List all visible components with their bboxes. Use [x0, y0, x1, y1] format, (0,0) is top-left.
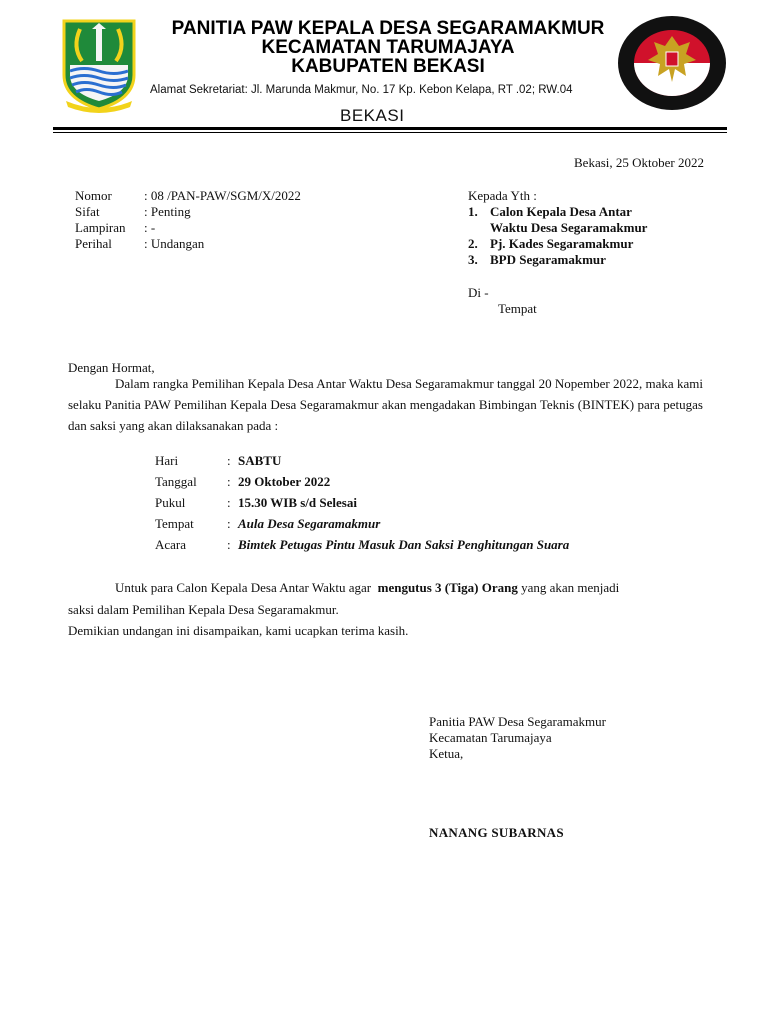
- schedule-value-tanggal: 29 Oktober 2022: [238, 474, 331, 489]
- meta-value-sifat: : Penting: [144, 204, 191, 219]
- meta-label-sifat: Sifat: [75, 204, 100, 219]
- meta-label-nomor: Nomor: [75, 188, 112, 203]
- bekasi-regency-emblem: [60, 17, 138, 113]
- schedule-label-acara: Acara: [155, 537, 187, 552]
- district-title: KECAMATAN TARUMAJAYA: [261, 37, 515, 58]
- intro-paragraph: Dalam rangka Pemilihan Kepala Desa Antar Waktu Desa Segaramakmur tanggal 20 Nopember 2022, maka kami selaku Panitia PAW Pemilihan Kepala Desa Segaramakmur akan mengadakan Bimbingan Teknis (BINTEK) para petugas dan saksi yang akan dilaksanakan pada :: [68, 376, 703, 433]
- recipient-item: Waktu Desa Segaramakmur: [490, 220, 648, 235]
- recipient-item: Pj. Kades Segaramakmur: [490, 236, 634, 251]
- schedule-colon: :: [227, 537, 231, 552]
- recipient-item: Calon Kepala Desa Antar: [490, 204, 632, 219]
- letter-date: Bekasi, 25 Oktober 2022: [574, 155, 704, 170]
- schedule-colon: :: [227, 453, 231, 468]
- meta-value-nomor: : 08 /PAN-PAW/SGM/X/2022: [144, 188, 301, 203]
- meta-value-lampiran: : -: [144, 220, 156, 235]
- schedule-value-acara: Bimtek Petugas Pintu Masuk Dan Saksi Penghitungan Suara: [238, 537, 570, 552]
- closing-line: Demikian undangan ini disampaikan, kami ucapkan terima kasih.: [68, 623, 409, 638]
- body-emphasis: mengutus 3 (Tiga) Orang: [377, 580, 518, 595]
- body-text: yang akan menjadi: [521, 580, 620, 595]
- signatory-name: NANANG SUBARNAS: [429, 825, 564, 840]
- recipient-number: 3.: [468, 252, 478, 267]
- meta-label-perihal: Perihal: [75, 236, 112, 251]
- recipient-item: BPD Segaramakmur: [490, 252, 606, 267]
- recipient-heading: Kepada Yth :: [468, 188, 537, 203]
- regency-title: KABUPATEN BEKASI: [291, 56, 485, 77]
- signature-role: Ketua,: [429, 746, 464, 761]
- schedule-label-tempat: Tempat: [155, 516, 194, 531]
- committee-title: PANITIA PAW KEPALA DESA SEGARAMAKMUR: [171, 18, 605, 39]
- body-line: [115, 580, 619, 596]
- recipient-tempat: Tempat: [498, 301, 537, 316]
- body-line: saksi dalam Pemilihan Kepala Desa Segaramakmur.: [68, 602, 339, 617]
- header-rule-thin: [53, 132, 727, 133]
- schedule-value-hari: SABTU: [238, 453, 282, 468]
- city-label: BEKASI: [340, 106, 405, 125]
- greeting: Dengan Hormat,: [68, 360, 155, 375]
- signature-org: Panitia PAW Desa Segaramakmur: [429, 714, 606, 729]
- secretariat-address: Alamat Sekretariat: Jl. Marunda Makmur, No. 17 Kp. Kebon Kelapa, RT .02; RW.04: [150, 84, 573, 96]
- body-text: Untuk para Calon Kepala Desa Antar Waktu agar: [115, 580, 372, 595]
- schedule-colon: :: [227, 474, 231, 489]
- meta-value-perihal: : Undangan: [144, 236, 205, 251]
- recipient-number: 2.: [468, 236, 478, 251]
- schedule-label-tanggal: Tanggal: [155, 474, 197, 489]
- election-committee-seal: [616, 14, 728, 112]
- schedule-value-tempat: Aula Desa Segaramakmur: [238, 516, 381, 531]
- schedule-colon: :: [227, 516, 231, 531]
- schedule-label-hari: Hari: [155, 453, 179, 468]
- schedule-label-pukul: Pukul: [155, 495, 186, 510]
- meta-label-lampiran: Lampiran: [75, 220, 126, 235]
- recipient-number: 1.: [468, 204, 478, 219]
- recipient-di: Di -: [468, 285, 489, 300]
- header-rule-thick: [53, 127, 727, 130]
- schedule-colon: :: [227, 495, 231, 510]
- signature-district: Kecamatan Tarumajaya: [429, 730, 552, 745]
- schedule-value-pukul: 15.30 WIB s/d Selesai: [238, 495, 357, 510]
